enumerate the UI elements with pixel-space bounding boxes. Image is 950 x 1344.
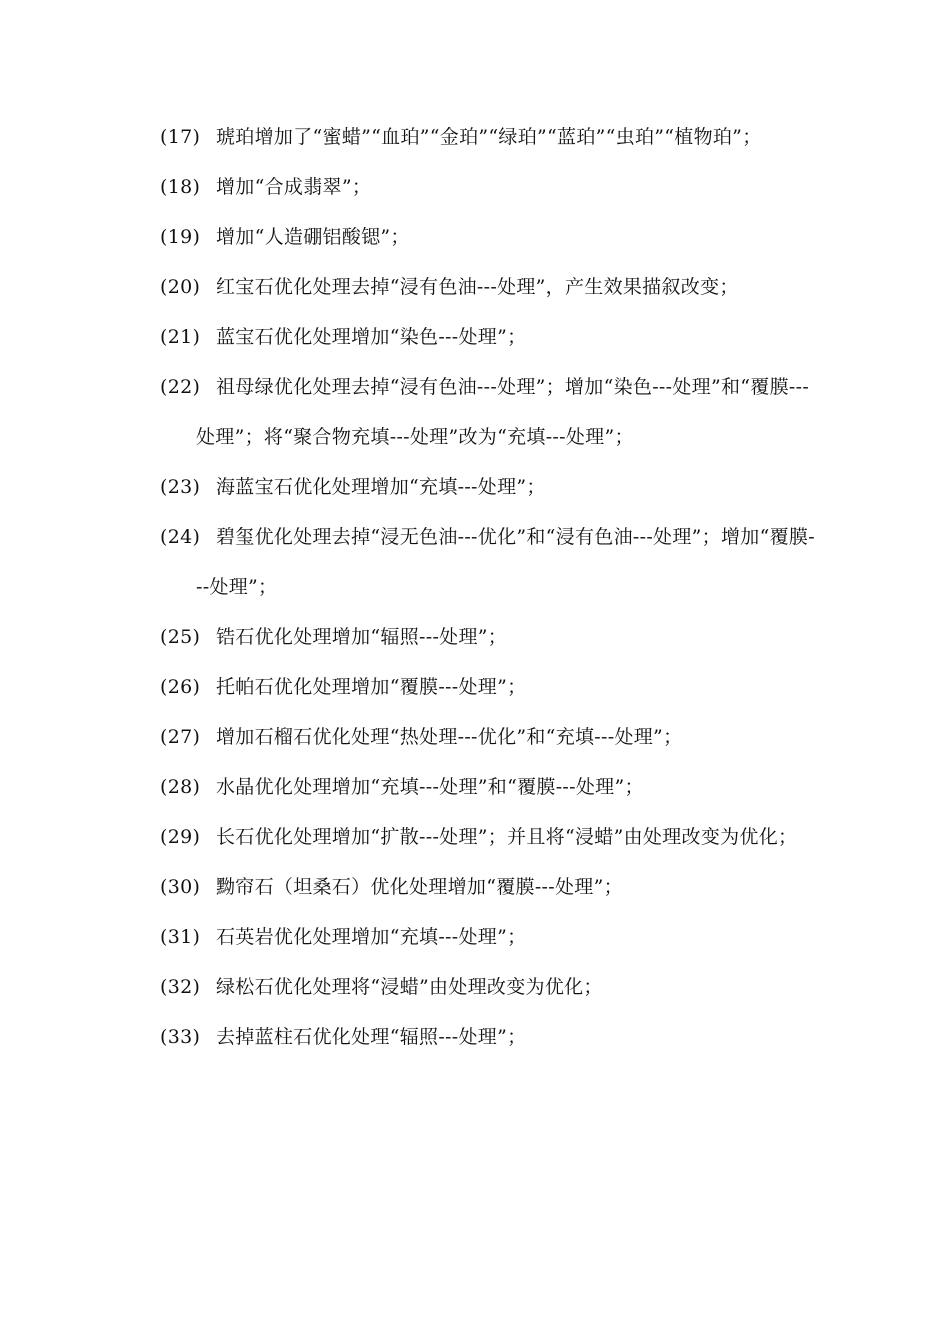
item-number: (25) — [160, 626, 201, 648]
item-number: (20) — [160, 276, 201, 298]
list-item — [160, 912, 820, 962]
item-number: (26) — [160, 676, 201, 698]
item-text: 托帕石优化处理增加“覆膜---处理”； — [216, 676, 527, 698]
item-number: (30) — [160, 876, 201, 898]
list-item — [160, 262, 820, 312]
item-text: 祖母绿优化处理去掉“浸有色油---处理”；增加“染色---处理”和“覆膜---处理”；将“聚合物充填---处理”改为“充填---处理”； — [196, 376, 810, 448]
item-text: 绿松石优化处理将“浸蜡”由处理改变为优化； — [216, 976, 603, 998]
list-item — [160, 962, 820, 1012]
item-number: (27) — [160, 726, 201, 748]
item-number: (29) — [160, 826, 201, 848]
item-number: (21) — [160, 326, 201, 348]
item-text: 长石优化处理增加“扩散---处理”；并且将“浸蜡”由处理改变为优化； — [216, 826, 798, 848]
item-number: (23) — [160, 476, 201, 498]
list-item — [160, 512, 820, 612]
item-text: 黝帘石（坦桑石）优化处理增加“覆膜---处理”； — [216, 876, 623, 898]
item-text: 增加“合成翡翠”； — [216, 176, 372, 198]
item-number: (22) — [160, 376, 201, 398]
list-item — [160, 212, 820, 262]
item-text: 琥珀增加了“蜜蜡”“血珀”“金珀”“绿珀”“蓝珀”“虫珀”“植物珀”； — [216, 126, 762, 148]
list-item — [160, 1012, 820, 1062]
item-number: (28) — [160, 776, 201, 798]
list-item — [160, 462, 820, 512]
item-text: 锆石优化处理增加“辐照---处理”； — [216, 626, 508, 648]
list-item — [160, 612, 820, 662]
list-item — [160, 862, 820, 912]
revision-list — [160, 112, 820, 1062]
item-number: (18) — [160, 176, 201, 198]
item-number: (19) — [160, 226, 201, 248]
item-text: 红宝石优化处理去掉“浸有色油---处理”，产生效果描叙改变； — [216, 276, 739, 298]
item-number: (24) — [160, 526, 201, 548]
item-text: 蓝宝石优化处理增加“染色---处理”； — [216, 326, 527, 348]
item-text: 增加石榴石优化处理“热处理---优化”和“充填---处理”； — [216, 726, 683, 748]
item-text: 海蓝宝石优化处理增加“充填---处理”； — [216, 476, 546, 498]
item-number: (33) — [160, 1026, 201, 1048]
item-text: 增加“人造硼铝酸锶”； — [216, 226, 410, 248]
item-number: (17) — [160, 126, 201, 148]
item-number: (31) — [160, 926, 201, 948]
list-item — [160, 712, 820, 762]
list-item — [160, 312, 820, 362]
item-number: (32) — [160, 976, 201, 998]
item-text: 碧玺优化处理去掉“浸无色油---优化”和“浸有色油---处理”；增加“覆膜---处理”； — [196, 526, 815, 598]
list-item — [160, 162, 820, 212]
item-text: 石英岩优化处理增加“充填---处理”； — [216, 926, 527, 948]
list-item — [160, 112, 820, 162]
list-item — [160, 662, 820, 712]
item-text: 水晶优化处理增加“充填---处理”和“覆膜---处理”； — [216, 776, 644, 798]
list-item — [160, 362, 820, 462]
list-item — [160, 762, 820, 812]
list-item — [160, 812, 820, 862]
item-text: 去掉蓝柱石优化处理“辐照---处理”； — [216, 1026, 527, 1048]
